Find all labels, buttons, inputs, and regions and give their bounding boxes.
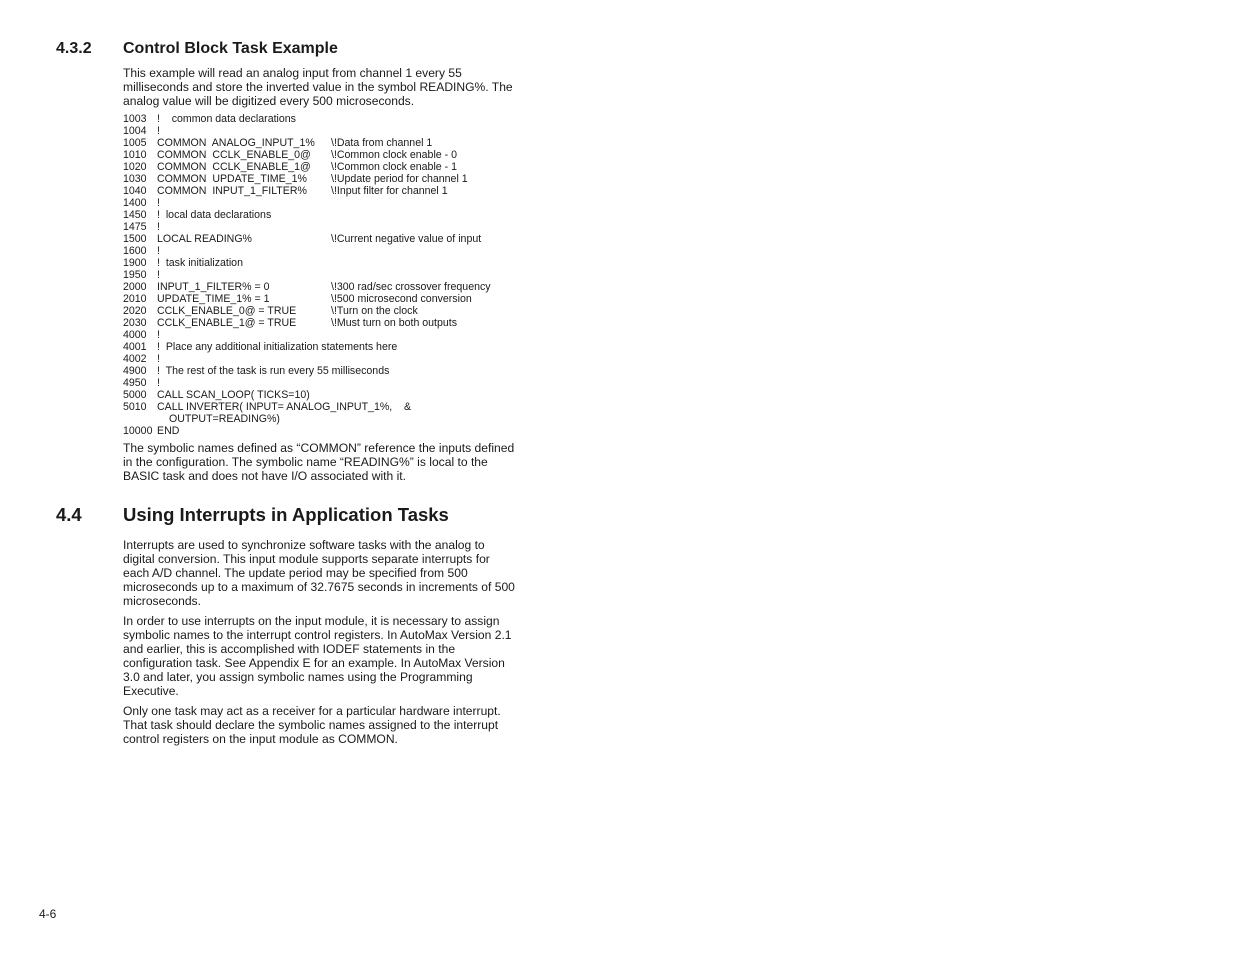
line-number: 1020 (123, 161, 147, 173)
page-number: 4-6 (39, 907, 57, 921)
code-comment: \!Current negative value of input (331, 233, 482, 245)
line-number: 5000 (123, 389, 147, 401)
line-number: 4001 (123, 341, 147, 353)
code-statement: END (157, 425, 180, 437)
line-number: 1005 (123, 137, 147, 149)
code-comment: \!Update period for channel 1 (331, 173, 468, 185)
line-number: 2000 (123, 281, 147, 293)
code-statement: ! (157, 329, 160, 341)
code-statement: ! (157, 221, 160, 233)
code-statement: COMMON CCLK_ENABLE_1@ (157, 161, 311, 173)
line-number: 1500 (123, 233, 147, 245)
line-number: 1030 (123, 173, 147, 185)
section-number: 4.4 (56, 504, 82, 525)
line-number: 5010 (123, 401, 147, 413)
line-number: 2010 (123, 293, 147, 305)
code-statement: ! local data declarations (157, 209, 272, 221)
code-statement: ! The rest of the task is run every 55 milliseconds (157, 365, 390, 377)
line-number: 1450 (123, 209, 147, 221)
section-title: Using Interrupts in Application Tasks (123, 504, 449, 525)
code-comment: \!Common clock enable - 1 (331, 161, 458, 173)
line-number: 1003 (123, 113, 147, 125)
body-paragraph: Interrupts are used to synchronize software tasks with the analog to digital conversion. This input module supports separate interrupts for each A/D channel. The update period may be specified from 500 microseconds up to a maximum of 32.7675 seconds in increments of 500 microseconds. (123, 538, 515, 608)
code-statement: ! (157, 125, 160, 137)
code-statement: COMMON INPUT_1_FILTER% (157, 185, 307, 197)
line-number: 4002 (123, 353, 147, 365)
line-number: 2030 (123, 317, 147, 329)
line-number: 1040 (123, 185, 147, 197)
intro-paragraph: This example will read an analog input from channel 1 every 55 milliseconds and store the inverted value in the symbol READING%. The analog value will be digitized every 500 microseconds. (123, 66, 513, 108)
line-number: 1010 (123, 149, 147, 161)
code-statement: LOCAL READING% (157, 233, 252, 245)
code-statement: ! task initialization (157, 257, 243, 269)
code-comment: \!Input filter for channel 1 (331, 185, 448, 197)
line-number: 1400 (123, 197, 147, 209)
code-statement: ! (157, 353, 160, 365)
code-statement: UPDATE_TIME_1% = 1 (157, 293, 270, 305)
outro-paragraph: The symbolic names defined as “COMMON” reference the inputs defined in the configuration. The symbolic name “READING%” is local to the BASIC task and does not have I/O associated with it. (123, 441, 515, 483)
code-comment: \!Data from channel 1 (331, 137, 433, 149)
code-statement: COMMON UPDATE_TIME_1% (157, 173, 307, 185)
code-statement: CALL SCAN_LOOP( TICKS=10) (157, 389, 310, 401)
code-statement: ! Place any additional initialization statements here (157, 341, 398, 353)
code-statement: CALL INVERTER( INPUT= ANALOG_INPUT_1%, & (157, 401, 412, 413)
code-statement: ! (157, 197, 160, 209)
code-comment: \!Turn on the clock (331, 305, 418, 317)
line-number: 4000 (123, 329, 147, 341)
code-statement: INPUT_1_FILTER% = 0 (157, 281, 270, 293)
line-number: 1600 (123, 245, 147, 257)
section-title: Control Block Task Example (123, 40, 338, 57)
code-statement: ! (157, 377, 160, 389)
body-paragraph: In order to use interrupts on the input module, it is necessary to assign symbolic names to the interrupt control registers. In AutoMax Version 2.1 and earlier, this is accomplished with IODEF statements in the configuration task. See Appendix E for an example. In AutoMax Version 3.0 and later, you assign symbolic names using the Programming Executive. (123, 614, 512, 698)
code-comment: \!300 rad/sec crossover frequency (331, 281, 491, 293)
line-number: 2020 (123, 305, 147, 317)
code-statement: COMMON ANALOG_INPUT_1% (157, 137, 315, 149)
code-comment: \!Must turn on both outputs (331, 317, 458, 329)
code-comment: \!500 microsecond conversion (331, 293, 472, 305)
line-number: 4900 (123, 365, 147, 377)
code-comment: \!Common clock enable - 0 (331, 149, 458, 161)
line-number: 1004 (123, 125, 147, 137)
line-number: 1900 (123, 257, 147, 269)
code-statement: OUTPUT=READING%) (169, 413, 280, 425)
line-number: 4950 (123, 377, 147, 389)
line-number: 1475 (123, 221, 147, 233)
section-number: 4.3.2 (56, 40, 92, 57)
code-statement: ! (157, 245, 160, 257)
line-number: 10000 (123, 425, 153, 437)
code-statement: ! (157, 269, 160, 281)
code-statement: CCLK_ENABLE_1@ = TRUE (157, 317, 297, 329)
code-statement: ! common data declarations (157, 113, 296, 125)
code-statement: COMMON CCLK_ENABLE_0@ (157, 149, 311, 161)
body-paragraph: Only one task may act as a receiver for a particular hardware interrupt. That task should declare the symbolic names assigned to the interrupt control registers on the input module as COMMON. (123, 704, 501, 746)
code-statement: CCLK_ENABLE_0@ = TRUE (157, 305, 297, 317)
line-number: 1950 (123, 269, 147, 281)
